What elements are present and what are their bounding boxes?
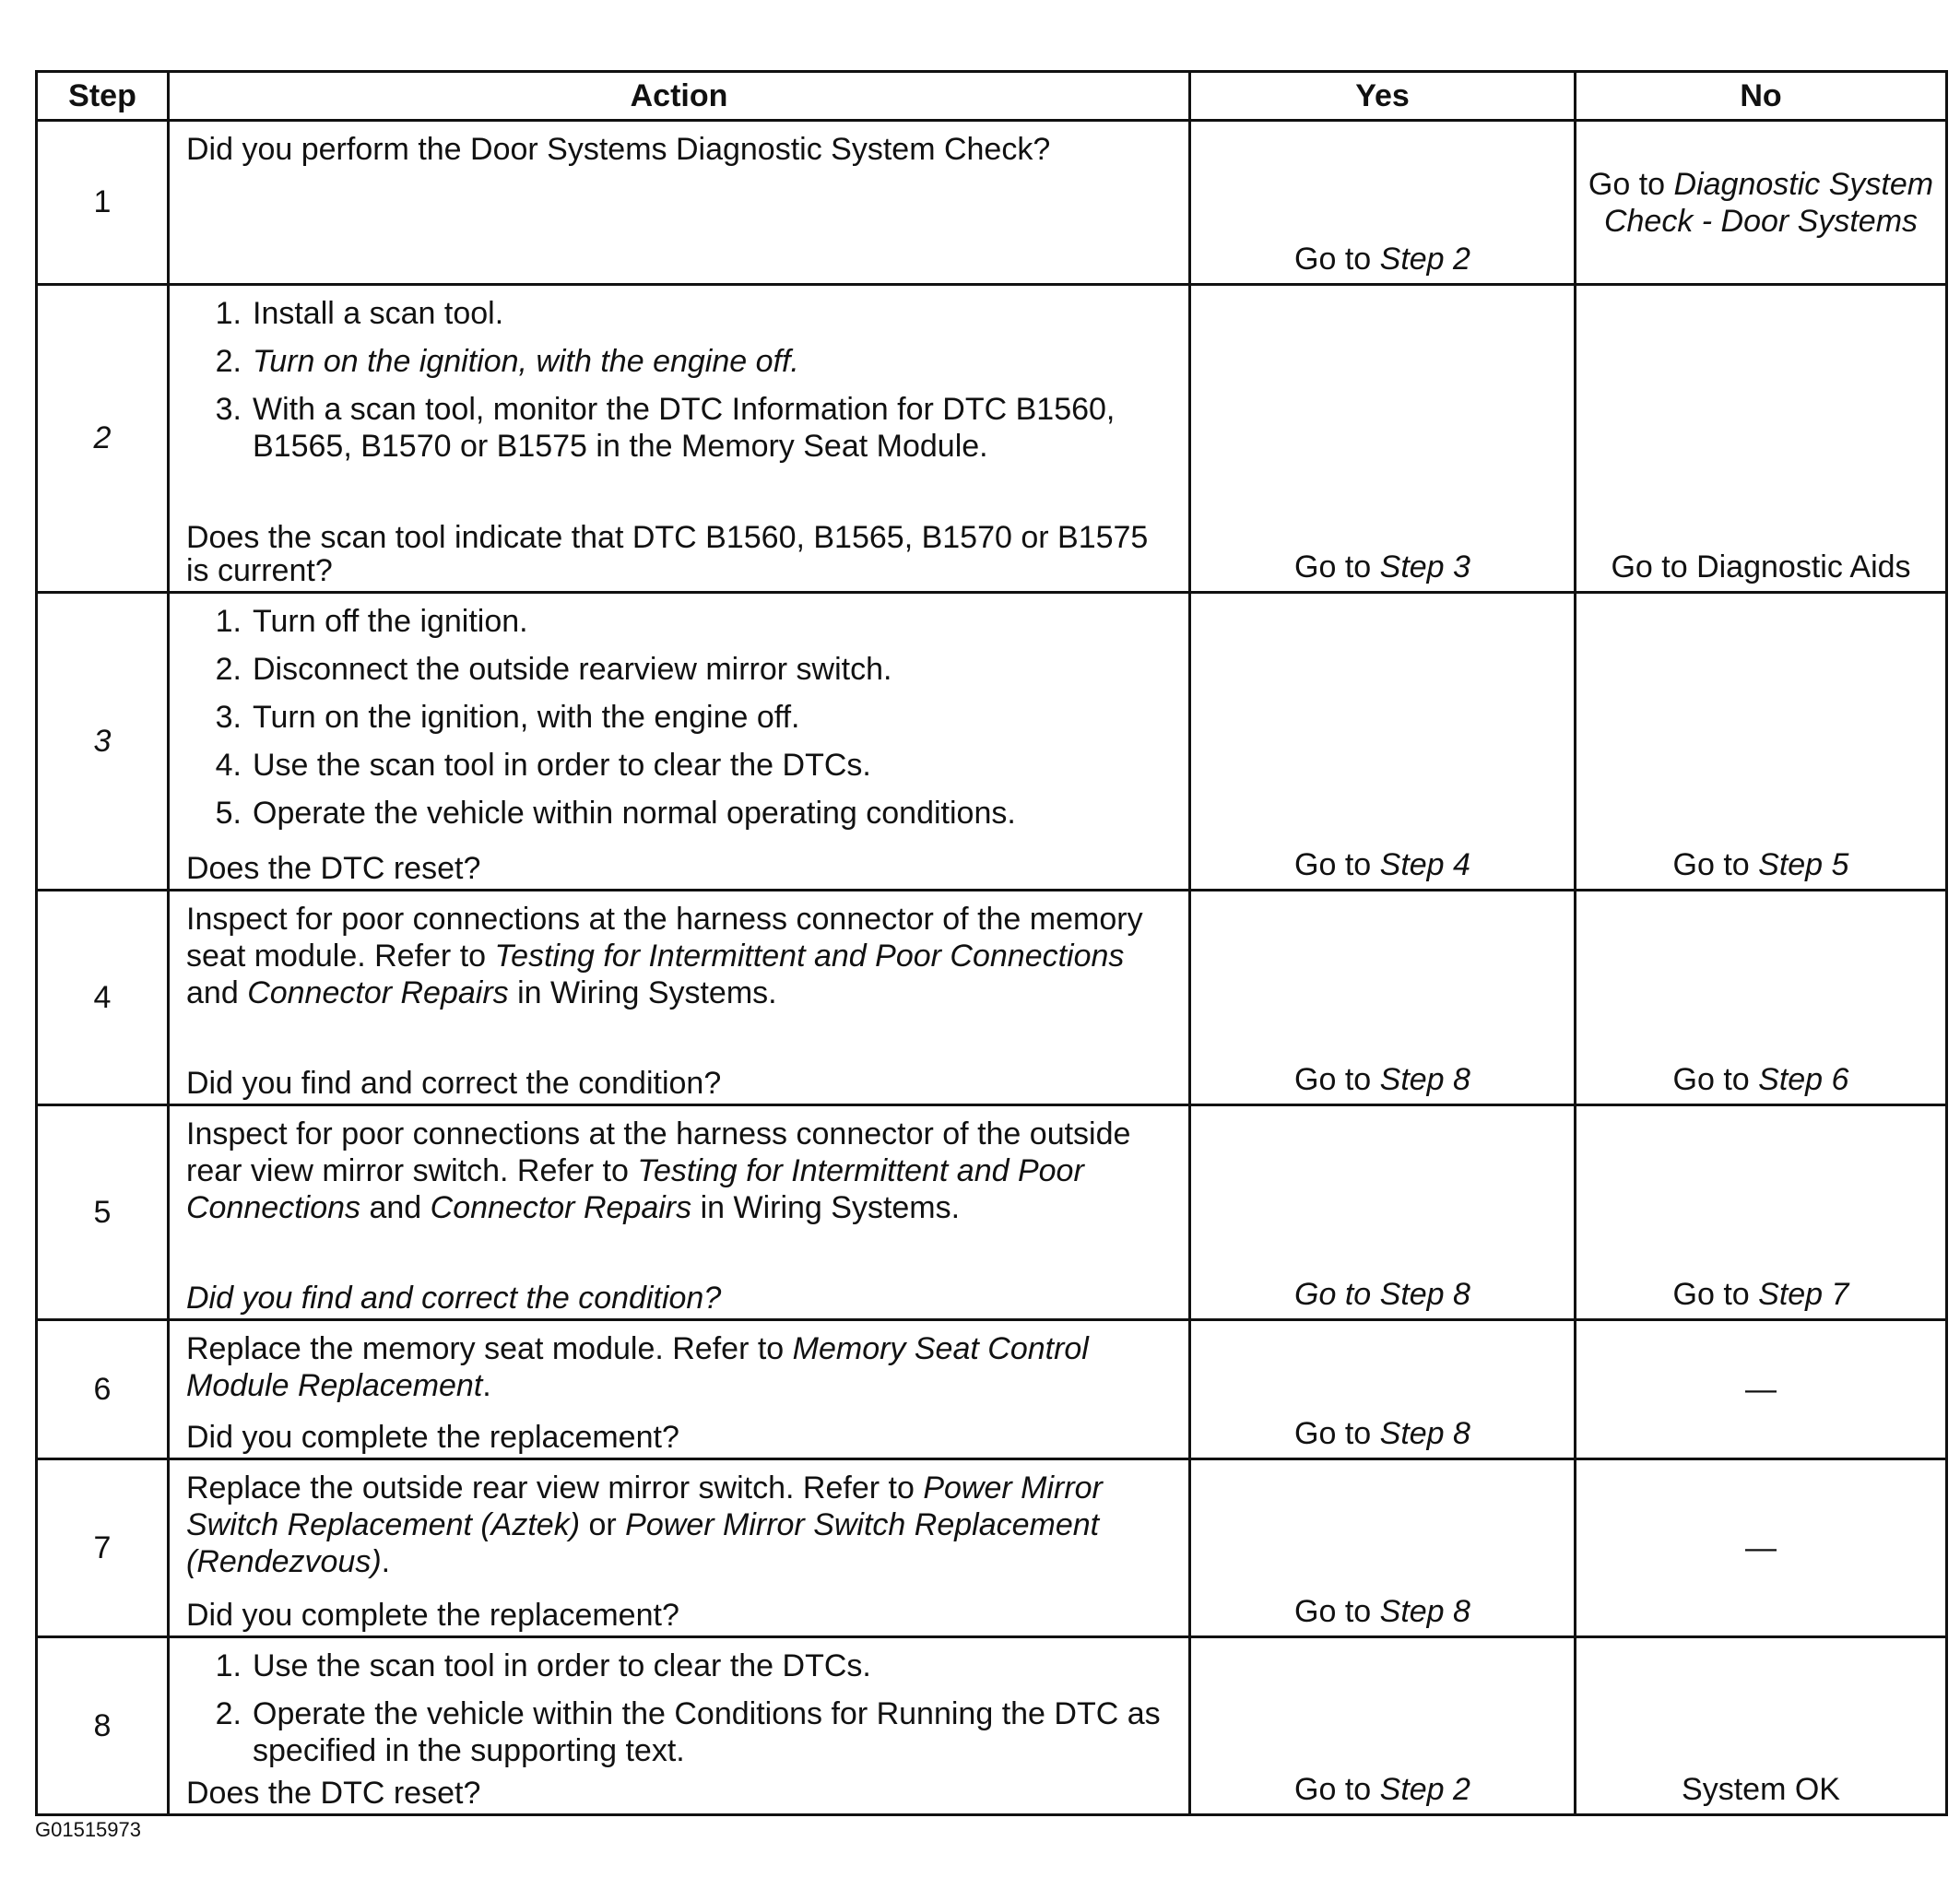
no-cell: Go to Step 7 [1576,1105,1947,1320]
reference-link: Memory Seat Control Module Replacement [186,1331,1089,1403]
action-steps [186,603,1172,832]
no-step-ref: Step 5 [1758,847,1849,882]
no-cell: Go to Step 6 [1576,891,1947,1105]
no-cell: Go to Step 5 [1576,593,1947,891]
action-cell [169,1637,1190,1815]
no-ref: Diagnostic System Check - Door Systems [1603,166,1934,239]
yes-cell: Go to Step 2 [1190,1637,1576,1815]
action-cell [169,1105,1190,1320]
table-row [37,891,1947,1105]
yes-step-ref: Step 3 [1379,549,1470,584]
header-yes: Yes [1190,72,1576,121]
action-cell [169,121,1190,285]
table-row [37,1320,1947,1459]
step-number: 5 [37,1105,169,1320]
yes-cell: Go to Step 2 [1190,121,1576,285]
no-cell: — [1576,1320,1947,1459]
step-number: 7 [37,1459,169,1637]
list-item: 5. Operate the vehicle within normal operating conditions. [215,796,1016,831]
action-question: Does the DTC reset? [186,1776,481,1811]
no-cell: Go to Diagnostic Aids [1576,285,1947,593]
no-cell: System OK [1576,1637,1947,1815]
yes-step-ref: Step 4 [1379,847,1470,882]
step-number: 1 [37,121,169,285]
reference-link: Power Mirror Switch Replacement (Aztek) [186,1470,1103,1542]
list-item: 1. Use the scan tool in order to clear the DTCs. [215,1648,871,1683]
no-cell: — [1576,1459,1947,1637]
action-text: Replace the outside rear view mirror switch. Refer to Power Mirror Switch Replacement (Aztek) or Power Mirror Switch Replacement (Rendezvous). [186,1470,1103,1579]
yes-cell: Go to Step 8 [1190,1105,1576,1320]
action-question: Does the scan tool indicate that DTC B1560, B1565, B1570 or B1575 is current? [186,520,1149,588]
action-steps [186,1647,1172,1769]
table-row [37,1637,1947,1815]
table-row [37,121,1947,285]
action-text: Did you perform the Door Systems Diagnostic System Check? [186,132,1051,167]
yes-cell: Go to Step 8 [1190,1320,1576,1459]
yes-step-ref: Step 8 [1379,1277,1470,1312]
action-text: Inspect for poor connections at the harness connector of the outside rear view mirror switch. Refer to Testing for Intermittent and Poor Connections and Connector Repairs in Wiring Systems. [186,1116,1131,1225]
action-question: Did you complete the replacement? [186,1598,679,1633]
step-number: 6 [37,1320,169,1459]
list-item: 4. Use the scan tool in order to clear the DTCs. [215,748,871,783]
action-cell [169,1459,1190,1637]
action-question: Did you find and correct the condition? [186,1066,722,1101]
yes-cell: Go to Step 8 [1190,891,1576,1105]
header-row [37,72,1947,121]
header-action: Action [169,72,1190,121]
figure-id: G01515973 [35,1818,141,1841]
no-step-ref: Step 6 [1758,1062,1849,1097]
list-item: 3. With a scan tool, monitor the DTC Information for DTC B1560, B1565, B1570 or B1575 in the Memory Seat Module. [215,392,1116,464]
step-number: 3 [37,593,169,891]
no-step-ref: Step 7 [1758,1277,1849,1312]
reference-link: Testing for Intermittent and Poor Connections [494,939,1125,974]
step-number: 4 [37,891,169,1105]
table-row [37,593,1947,891]
no-cell: Go to Diagnostic System Check - Door Systems [1576,121,1947,285]
diagnostic-table [35,70,1948,1816]
list-item: 2. Turn on the ignition, with the engine off. [215,344,799,379]
yes-step-ref: Step 2 [1379,242,1470,277]
action-cell [169,1320,1190,1459]
reference-link: Power Mirror Switch Replacement (Rendezvous) [186,1507,1100,1579]
step-number: 2 [37,285,169,593]
step-number: 8 [37,1637,169,1815]
action-cell [169,285,1190,593]
yes-cell: Go to Step 4 [1190,593,1576,891]
yes-step-ref: Step 8 [1379,1594,1470,1629]
action-cell [169,891,1190,1105]
table-row [37,1459,1947,1637]
reference-link: Connector Repairs [247,975,509,1010]
list-item: 3. Turn on the ignition, with the engine off. [215,700,800,735]
table-row [37,285,1947,593]
header-step: Step [37,72,169,121]
yes-step-ref: Step 8 [1379,1416,1470,1451]
table-row [37,1105,1947,1320]
header-no: No [1576,72,1947,121]
action-question: Did you find and correct the condition? [186,1281,722,1316]
yes-step-ref: Step 2 [1379,1772,1470,1807]
action-text: Inspect for poor connections at the harness connector of the memory seat module. Refer to Testing for Intermittent and Poor Connections and Connector Repairs in Wiring Systems. [186,902,1143,1010]
action-text: Replace the memory seat module. Refer to Memory Seat Control Module Replacement. [186,1331,1089,1403]
yes-step-ref: Step 8 [1379,1062,1470,1097]
list-item: 1. Turn off the ignition. [215,604,528,639]
yes-cell: Go to Step 3 [1190,285,1576,593]
list-item: 2. Operate the vehicle within the Conditions for Running the DTC as specified in the supporting text. [215,1696,1161,1768]
action-question: Did you complete the replacement? [186,1420,679,1455]
reference-link: Testing for Intermittent and Poor Connections [186,1153,1084,1225]
list-item: 1. Install a scan tool. [215,296,504,331]
list-item: 2. Disconnect the outside rearview mirror switch. [215,652,892,687]
yes-cell: Go to Step 8 [1190,1459,1576,1637]
action-steps [186,295,1172,465]
reference-link: Connector Repairs [430,1190,692,1225]
action-cell [169,593,1190,891]
action-question: Does the DTC reset? [186,851,481,886]
